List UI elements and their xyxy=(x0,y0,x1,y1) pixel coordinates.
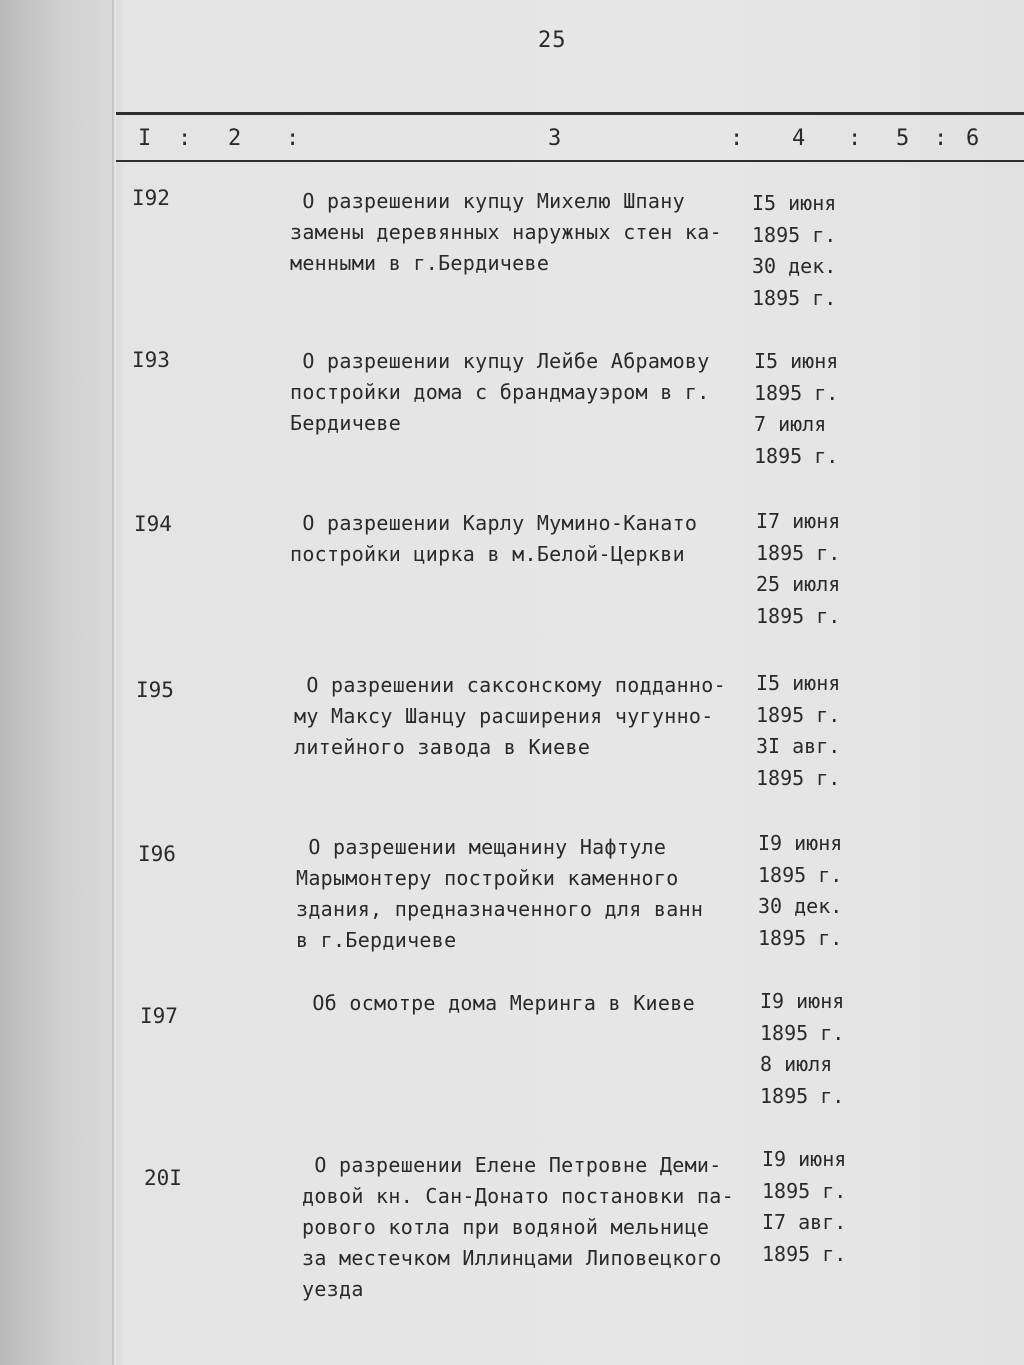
column-header xyxy=(116,126,1024,156)
row-number: I95 xyxy=(136,678,174,702)
column-header-6: 6 xyxy=(966,126,980,151)
binding-edge xyxy=(112,0,116,1365)
row-number: 20I xyxy=(144,1166,182,1190)
row-description: О разрешении купцу Михелю Шпану замены деревянных наружных стен ка- менными в г.Бердичеве xyxy=(290,189,722,275)
column-header-3: 3 xyxy=(548,126,562,151)
row-description: Об осмотре дома Меринга в Киеве xyxy=(300,991,695,1015)
row-description: О разрешении мещанину Нафтуле Марымонтеру постройки каменного здания, предназначенного для ванн в г.Бердичеве xyxy=(296,835,704,952)
row-dates: I9 июня 1895 г. 30 дек. 1895 г. xyxy=(758,831,843,950)
column-header-separator: : xyxy=(730,126,744,151)
row-dates: I5 июня 1895 г. 3I авг. 1895 г. xyxy=(756,671,841,790)
row-number: I94 xyxy=(134,512,172,536)
column-header-5: 5 xyxy=(896,126,910,151)
row-description: О разрешении купцу Лейбе Абрамову постройки дома с брандмауэром в г. Бердичеве xyxy=(290,349,710,435)
row-number: I93 xyxy=(132,348,170,372)
row-description: О разрешении Елене Петровне Деми- довой кн. Сан-Донато постановки па- рового котла при водяной мельнице за местечком Иллинцами Липовецкого уезда xyxy=(302,1153,734,1301)
row-number: I97 xyxy=(140,1004,178,1028)
page-number: 25 xyxy=(538,28,567,53)
row-dates: I9 июня 1895 г. I7 авг. 1895 г. xyxy=(762,1147,847,1266)
header-rule-bottom xyxy=(116,160,1024,162)
row-number: I96 xyxy=(138,842,176,866)
row-dates: I9 июня 1895 г. 8 июля 1895 г. xyxy=(760,989,845,1108)
header-rule-top xyxy=(116,112,1024,115)
column-header-separator: : xyxy=(934,126,948,151)
column-header-separator: : xyxy=(286,126,300,151)
row-dates: I5 июня 1895 г. 7 июля 1895 г. xyxy=(754,349,839,468)
column-header-separator: : xyxy=(178,126,192,151)
row-description: О разрешении Карлу Мумино-Канато постройки цирка в м.Белой-Церкви xyxy=(290,511,698,566)
column-header-1: I xyxy=(138,126,152,151)
row-description: О разрешении саксонскому подданно- му Максу Шанцу расширения чугунно- литейного завода в Киеве xyxy=(294,673,726,759)
column-header-separator: : xyxy=(848,126,862,151)
row-dates: I5 июня 1895 г. 30 дек. 1895 г. xyxy=(752,191,837,310)
row-dates: I7 июня 1895 г. 25 июля 1895 г. xyxy=(756,509,841,628)
column-header-4: 4 xyxy=(792,126,806,151)
column-header-2: 2 xyxy=(228,126,242,151)
row-number: I92 xyxy=(132,186,170,210)
